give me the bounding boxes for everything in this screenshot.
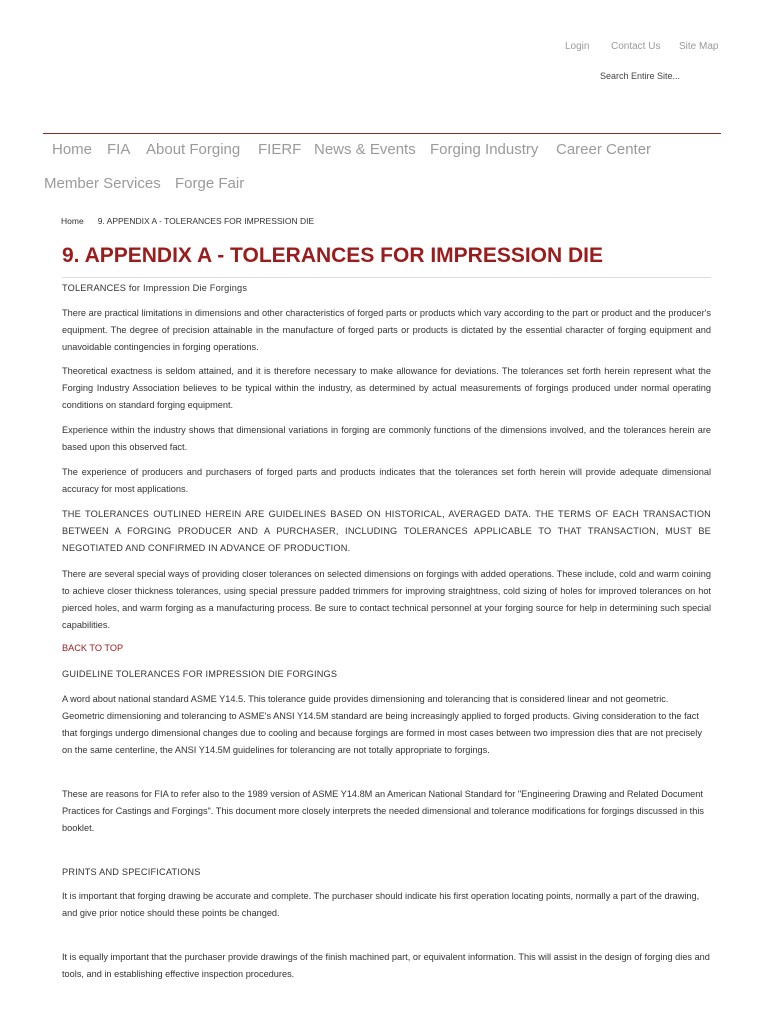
site-map-link[interactable]: Site Map bbox=[679, 41, 719, 52]
header-divider bbox=[43, 133, 721, 134]
paragraph-7 bbox=[62, 691, 711, 759]
paragraph-text: Theoretical exactness is seldom attained, and it is therefore necessary to make allowance for deviations. The tolerances set forth herein represent what the Forging Industry Association believes to be typical within the industry, as determined by actual measurements of forgings produced under normal operating conditions on standard forging equipment. bbox=[62, 366, 711, 410]
back-to-top bbox=[62, 640, 711, 657]
section-heading-text: PRINTS AND SPECIFICATIONS bbox=[62, 867, 201, 877]
paragraph-1 bbox=[62, 305, 711, 356]
nav-fia[interactable]: FIA bbox=[107, 141, 131, 158]
search-input[interactable]: Search Entire Site... bbox=[600, 71, 681, 81]
nav-news-events[interactable]: News & Events bbox=[314, 141, 416, 158]
section-heading-text: GUIDELINE TOLERANCES FOR IMPRESSION DIE FORGINGS bbox=[62, 669, 338, 679]
paragraph-6 bbox=[62, 566, 711, 634]
paragraph-text: THE TOLERANCES OUTLINED HEREIN ARE GUIDELINES BASED ON HISTORICAL, AVERAGED DATA. THE TERMS OF EACH TRANSACTION BETWEEN A FORGING PRODUCER AND A PURCHASER, INCLUDING TOLERANCES APPLICABLE TO THAT TRANSACTION, MUST BE NEGOTIATED AND CONFIRMED IN ADVANCE OF PRODUCTION. bbox=[62, 509, 711, 553]
nav-forge-fair[interactable]: Forge Fair bbox=[175, 175, 245, 192]
page-title: 9. APPENDIX A - TOLERANCES FOR IMPRESSION DIE bbox=[62, 244, 604, 267]
section-heading-guideline bbox=[62, 666, 711, 683]
paragraph-8 bbox=[62, 786, 711, 837]
paragraph-10 bbox=[62, 949, 711, 983]
breadcrumb bbox=[61, 216, 328, 226]
nav-home[interactable]: Home bbox=[52, 141, 93, 158]
nav-career-center[interactable]: Career Center bbox=[556, 141, 652, 158]
paragraph-5 bbox=[62, 506, 711, 557]
paragraph-text: There are practical limitations in dimensions and other characteristics of forged parts or products which vary according to the part or product and the producer's equipment. The degree of precision attainable in the manufacture of forged parts or products is dictated by the essential character of forging equipment and unavoidable contingencies in forging operations. bbox=[62, 308, 711, 352]
paragraph-text: It is important that forging drawing be accurate and complete. The purchaser should indicate his first operation locating points, normally a part of the drawing, and give prior notice should these points be changed. bbox=[62, 891, 700, 918]
back-to-top-link[interactable]: BACK TO TOP bbox=[62, 643, 124, 653]
breadcrumb-current: 9. APPENDIX A - TOLERANCES FOR IMPRESSION DIE bbox=[97, 216, 315, 226]
paragraph-text: It is equally important that the purchaser provide drawings of the finish machined part, or equivalent information. This will assist in the design of forging dies and tools, and in establishing effective inspection procedures. bbox=[62, 952, 710, 979]
breadcrumb-home[interactable]: Home bbox=[61, 216, 84, 226]
paragraph-text: These are reasons for FIA to refer also to the 1989 version of ASME Y14.8M an American National Standard for "Engineering Drawing and Related Document Practices for Castings and Forgings". This document more closely interprets the needed dimensional and tolerance modifications for forgings discussed in this booklet. bbox=[62, 789, 704, 833]
paragraph-text: Experience within the industry shows that dimensional variations in forging are commonly functions of the dimensions involved, and the tolerances herein are based upon this observed fact. bbox=[62, 425, 711, 452]
nav-member-services[interactable]: Member Services bbox=[44, 175, 161, 192]
paragraph-text: There are several special ways of providing closer tolerances on selected dimensions on forgings with added operations. These include, cold and warm coining to achieve closer thickness tolerances, using special pressure padded trimmers for improving straightness, cold sizing of holes for improved tolerances on hot pierced holes, and warm forging as a manufacturing process. Be sure to contact technical personnel at your forging source for help in determining such special capabilities. bbox=[62, 569, 711, 630]
paragraph-3 bbox=[62, 422, 711, 456]
paragraph-4 bbox=[62, 464, 711, 498]
contact-us-link[interactable]: Contact Us bbox=[611, 41, 661, 52]
paragraph-9 bbox=[62, 888, 711, 922]
paragraph-2 bbox=[62, 363, 711, 414]
login-link[interactable]: Login bbox=[565, 41, 590, 52]
nav-fierf[interactable]: FIERF bbox=[258, 141, 302, 158]
nav-about-forging[interactable]: About Forging bbox=[146, 141, 241, 158]
section-heading-prints bbox=[62, 864, 711, 881]
subtitle bbox=[62, 280, 711, 297]
nav-forging-industry[interactable]: Forging Industry bbox=[430, 141, 539, 158]
paragraph-text: The experience of producers and purchasers of forged parts and products indicates that the tolerances set forth herein will provide adequate dimensional accuracy for most applications. bbox=[62, 467, 711, 494]
subtitle-text: TOLERANCES for Impression Die Forgings bbox=[62, 283, 248, 293]
paragraph-text: A word about national standard ASME Y14.5. This tolerance guide provides dimensioning and tolerancing that is considered linear and not geometric. Geometric dimensioning and tolerancing to ASME's ANSI Y14.5M standard are being increasingly applied to forged products. Giving consideration to the fact that forgings undergo dimensional changes due to cooling and because forgings are formed in most cases between two impression dies that are not precisely on the same centerline, the ANSI Y14.5M guidelines for tolerancing are not totally appropriate to forgings. bbox=[62, 694, 702, 755]
title-divider bbox=[62, 277, 711, 278]
